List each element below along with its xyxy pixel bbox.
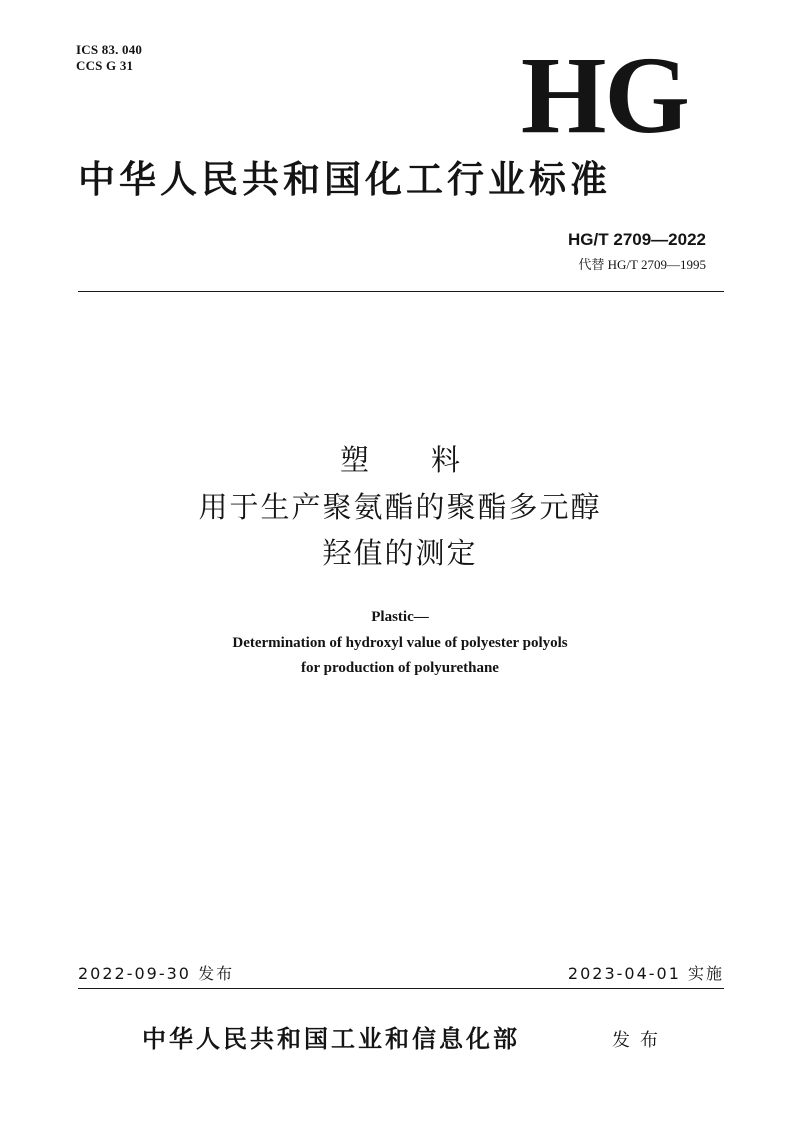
publish-label: 发布 bbox=[612, 1030, 668, 1051]
implementation-date: 2023-04-01 实施 bbox=[567, 964, 724, 983]
cn-title-line-3: 羟值的测定 bbox=[322, 536, 478, 570]
bottom-divider bbox=[78, 988, 724, 989]
industry-standard-title: 中华人民共和国化工行业标准 bbox=[78, 158, 611, 201]
en-title-line-1: Plastic— bbox=[371, 609, 429, 625]
replaces-standard: 代替 HG/T 2709—1995 bbox=[578, 257, 706, 272]
cn-title-line-2: 用于生产聚氨酯的聚酯多元醇 bbox=[198, 490, 602, 524]
issue-date: 2022-09-30 发布 bbox=[78, 964, 235, 983]
ics-code: ICS 83. 040 bbox=[76, 42, 143, 57]
ccs-code: CCS G 31 bbox=[76, 58, 134, 73]
standard-number: HG/T 2709—2022 bbox=[568, 230, 706, 249]
hg-logo: HG bbox=[520, 34, 688, 156]
en-title-line-3: for production of polyurethane bbox=[301, 660, 499, 676]
cn-title-word-1: 塑 bbox=[339, 443, 369, 477]
en-title-line-2: Determination of hydroxyl value of polyester polyols bbox=[232, 635, 568, 651]
cn-title-word-2: 料 bbox=[431, 443, 461, 477]
top-divider bbox=[78, 291, 724, 292]
publisher-name: 中华人民共和国工业和信息化部 bbox=[142, 1025, 520, 1053]
cn-title-line-1 bbox=[0, 438, 800, 482]
